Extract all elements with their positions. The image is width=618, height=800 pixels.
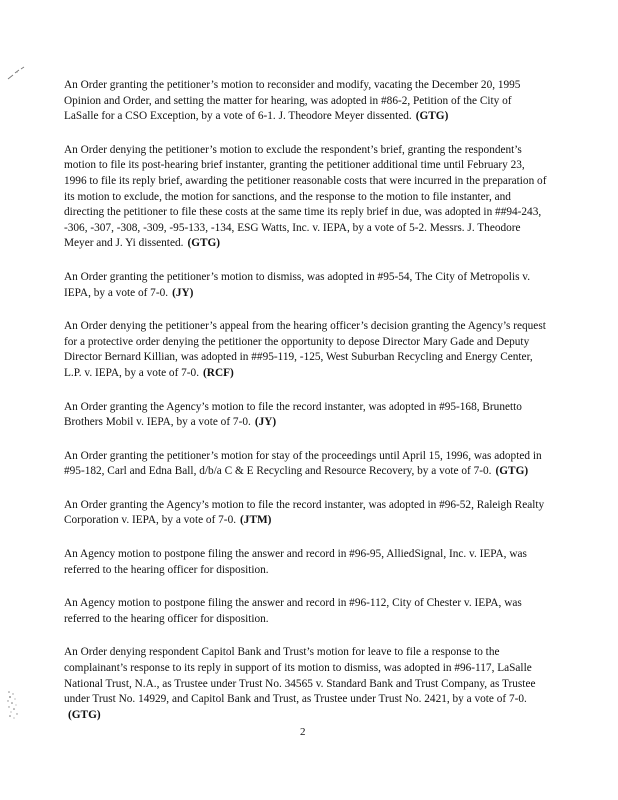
order-paragraph — [64, 547, 548, 578]
order-text: An Order granting the Agency’s motion to file the record instanter, was adopted in #96-52, Raleigh Realty Corporation v. IEPA, by a vote of 7-0. — [64, 498, 545, 527]
order-text: An Order granting the petitioner’s motion for stay of the proceedings until April 15, 1996, was adopted in #95-182, Carl and Edna Ball, d/b/a C & E Recycling and Resource Recovery, by a vote of 7-0. — [64, 449, 542, 478]
order-initials: (JY) — [254, 416, 277, 429]
scan-artifact-mark — [6, 66, 26, 82]
order-text: An Agency motion to postpone filing the answer and record in #96-112, City of Chester v. IEPA, was referred to the hearing officer for disposition. — [64, 597, 522, 625]
page-number: 2 — [300, 726, 306, 738]
order-initials: (GTG) — [187, 237, 221, 250]
order-paragraph — [64, 143, 548, 252]
order-paragraph — [64, 498, 548, 529]
order-text: An Order granting the petitioner’s motion to reconsider and modify, vacating the December 20, 1995 Opinion and Order, and setting the matter for hearing, was adopted in #86-2, Petition of the City of LaSalle for a CSO Exception, by a vote of 6-1. J. Theodore Meyer dissented. — [64, 79, 521, 123]
order-paragraph — [64, 319, 548, 381]
order-initials: (JTM) — [240, 514, 272, 527]
order-text: An Order denying respondent Capitol Bank and Trust’s motion for leave to file a response to the complainant’s response to its reply in support of its motion to dismiss, was adopted in #96-117, LaSalle National Trust, N.A., as Trustee under Trust No. 34565 v. Standard Bank and Trust Company, as Trustee under Trust No. 14929, and Capitol Bank and Trust, as Trustee under Trust No. 2421, by a vote of 7-0. — [64, 646, 536, 706]
order-initials: (JY) — [172, 286, 194, 299]
order-text: An Order denying the petitioner’s appeal from the hearing officer’s decision granting the Agency’s request for a protective order denying the petitioner the opportunity to depose Director Mary Gade and Deputy Director Bernard Killian, was adopted in ##95-119, -125, West Suburban Recycling and Energy Center, L.P. v. IEPA, by a vote of 7-0. — [64, 320, 546, 379]
order-paragraph — [64, 78, 548, 125]
scan-artifact-speckle — [6, 690, 22, 720]
order-paragraph — [64, 270, 548, 301]
order-paragraph — [64, 400, 548, 431]
order-initials: (GTG) — [415, 110, 449, 123]
order-text: An Order granting the Agency’s motion to file the record instanter, was adopted in #95-168, Brunetto Brothers Mobil v. IEPA, by a vote of 7-0. — [64, 400, 522, 429]
order-paragraph — [64, 449, 548, 480]
order-paragraph — [64, 645, 548, 723]
orders-list — [64, 78, 548, 741]
order-text: An Agency motion to postpone filing the answer and record in #96-95, AlliedSignal, Inc. v. IEPA, was referred to the hearing officer for disposition. — [64, 548, 527, 576]
order-paragraph — [64, 596, 548, 627]
order-initials: (GTG) — [68, 708, 101, 721]
order-text: An Order denying the petitioner’s motion to exclude the respondent’s brief, granting the respondent’s motion to file its post-hearing brief instanter, granting the petitioner additional time until February 23, 1996 to file its reply brief, awarding the petitioner reasonable costs that were incurred in the preparation of its motion to exclude, the motion for sanctions, and the response to the motion to file instanter, and directing the petitioner to file these costs at the same time its reply brief in due, was adopted in ##94-243, -306, -307, -308, -309, -95-133, -134, ESG Watts, Inc. v. IEPA, by a vote of 5-2. Messrs. J. Theodore Meyer and J. Yi dissented. — [64, 143, 547, 250]
order-initials: (GTG) — [495, 465, 529, 478]
order-initials: (RCF) — [203, 366, 234, 379]
order-text: An Order granting the petitioner’s motion to dismiss, was adopted in #95-54, The City of Metropolis v. IEPA, by a vote of 7-0. — [64, 270, 531, 299]
